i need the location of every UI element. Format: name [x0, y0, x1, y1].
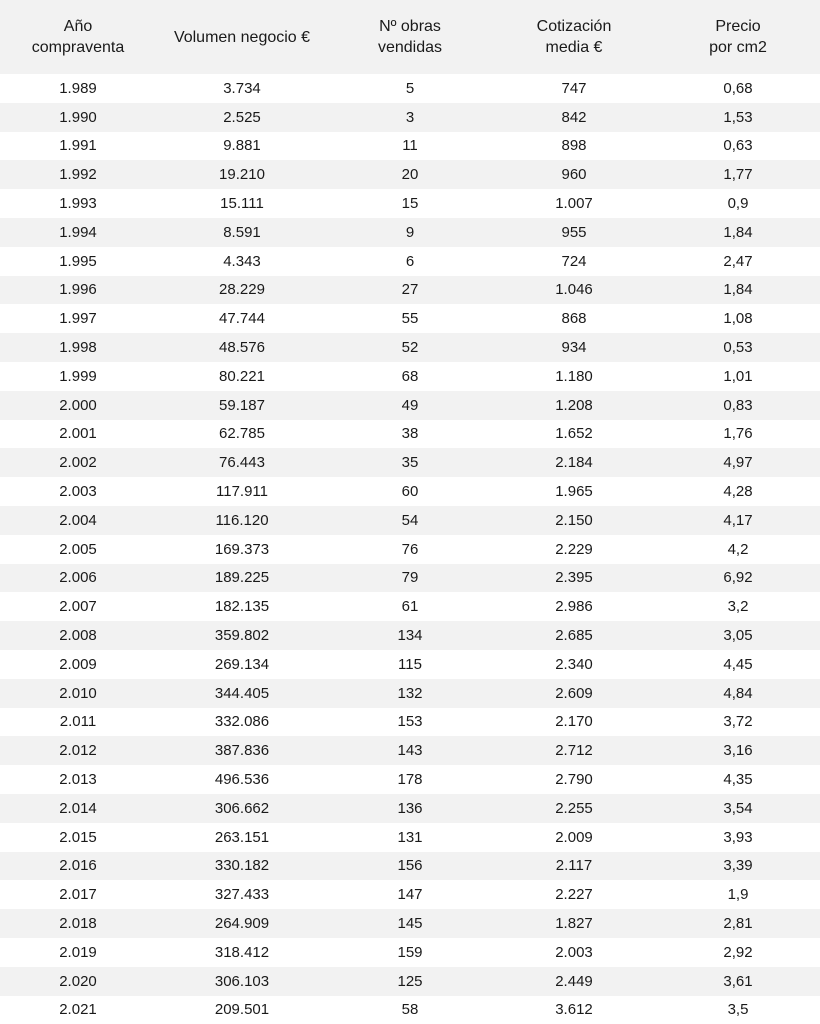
avg-price-cell: 2.609: [492, 679, 656, 708]
year-cell: 1.999: [59, 367, 97, 385]
volume-cell: 264.909: [156, 909, 328, 938]
volume-cell: 2.525: [156, 103, 328, 132]
avg-price-cell: 955: [492, 218, 656, 247]
price-cm2-cell: 3,72: [723, 713, 753, 731]
table-row: [0, 621, 820, 650]
works-cell: 79: [328, 564, 492, 593]
avg-price-cell: 724: [561, 252, 587, 270]
works-cell: 11: [402, 137, 418, 155]
avg-price-cell: 2.003: [555, 943, 593, 961]
year-cell: 2.018: [0, 909, 156, 938]
table-row: [0, 765, 820, 794]
avg-price-cell: 1.827: [492, 909, 656, 938]
table-row: [0, 592, 820, 621]
works-cell: 153: [397, 713, 423, 731]
volume-cell: 9.881: [223, 137, 261, 155]
avg-price-cell: 868: [561, 310, 587, 328]
works-cell: 143: [328, 736, 492, 765]
volume-cell: 48.576: [156, 333, 328, 362]
price-cm2-cell: 6,92: [656, 564, 820, 593]
avg-price-cell: 2.340: [555, 655, 593, 673]
header-row: [0, 0, 820, 74]
works-cell: 58: [401, 1001, 419, 1019]
avg-price-cell: 2.229: [555, 540, 593, 558]
price-cm2-cell: 3,05: [656, 621, 820, 650]
year-cell: 1.991: [59, 137, 97, 155]
price-cm2-cell: 4,35: [723, 771, 753, 789]
year-cell: 1.990: [0, 103, 156, 132]
volume-cell: 318.412: [214, 943, 270, 961]
year-cell: 1.995: [59, 252, 97, 270]
price-cm2-cell: 1,84: [656, 218, 820, 247]
price-cm2-cell: 1,53: [656, 103, 820, 132]
table-row: [0, 823, 820, 852]
volume-cell: 306.103: [156, 967, 328, 996]
volume-cell: 19.210: [156, 160, 328, 189]
year-cell: 1.993: [59, 195, 97, 213]
header-avg-price: [492, 0, 656, 74]
header-works-sold: [328, 0, 492, 74]
price-cm2-cell: 1,01: [723, 367, 753, 385]
header-avg-line2: media €: [545, 39, 603, 56]
table-row: [0, 650, 820, 679]
table-row: [0, 736, 820, 765]
year-cell: 1.992: [0, 160, 156, 189]
price-cm2-cell: 2,81: [656, 909, 820, 938]
table-row: [0, 160, 820, 189]
table-row: [0, 448, 820, 477]
table-row: [0, 189, 820, 218]
avg-price-cell: 1.007: [555, 195, 593, 213]
table-row: [0, 74, 820, 103]
volume-cell: 344.405: [156, 679, 328, 708]
year-cell: 1.998: [0, 333, 156, 362]
price-cm2-cell: 4,2: [727, 540, 749, 558]
avg-price-cell: 2.790: [555, 771, 593, 789]
works-cell: 55: [401, 310, 419, 328]
year-cell: 2.020: [0, 967, 156, 996]
avg-price-cell: 2.449: [492, 967, 656, 996]
volume-cell: 387.836: [156, 736, 328, 765]
year-cell: 2.008: [0, 621, 156, 650]
avg-price-cell: 2.009: [555, 828, 593, 846]
volume-cell: 332.086: [214, 713, 270, 731]
volume-cell: 28.229: [156, 276, 328, 305]
table-row: [0, 967, 820, 996]
price-cm2-cell: 1,08: [723, 310, 753, 328]
header-year-line1: Año: [63, 18, 93, 35]
table-row: [0, 132, 820, 161]
header-avg-line1: Cotización: [536, 18, 612, 35]
year-cell: 2.021: [59, 1001, 97, 1019]
volume-cell: 209.501: [214, 1001, 270, 1019]
avg-price-cell: 1.046: [492, 276, 656, 305]
volume-cell: 80.221: [219, 367, 265, 385]
avg-price-cell: 2.184: [492, 448, 656, 477]
works-cell: 27: [328, 276, 492, 305]
table-row: [0, 218, 820, 247]
header-cm2-line1: Precio: [715, 18, 761, 35]
works-cell: 38: [401, 425, 419, 443]
header-price-cm2: [656, 0, 820, 74]
avg-price-cell: 2.255: [492, 794, 656, 823]
volume-cell: 269.134: [214, 655, 270, 673]
price-cm2-cell: 3,16: [656, 736, 820, 765]
price-cm2-cell: 2,47: [723, 252, 753, 270]
avg-price-cell: 898: [561, 137, 587, 155]
header-year-line2: compraventa: [31, 39, 125, 56]
volume-cell: 306.662: [156, 794, 328, 823]
works-cell: 9: [328, 218, 492, 247]
works-cell: 52: [328, 333, 492, 362]
price-cm2-cell: 3,5: [727, 1001, 749, 1019]
works-cell: 147: [397, 886, 423, 904]
year-cell: 2.004: [0, 506, 156, 535]
table-row: [0, 996, 820, 1024]
works-cell: 156: [328, 852, 492, 881]
avg-price-cell: 1.180: [555, 367, 593, 385]
table-row: [0, 103, 820, 132]
price-cm2-cell: 4,97: [656, 448, 820, 477]
price-cm2-cell: 1,84: [656, 276, 820, 305]
year-cell: 2.005: [59, 540, 97, 558]
header-works-line2: vendidas: [377, 39, 443, 56]
table-row: [0, 909, 820, 938]
table-row: [0, 880, 820, 909]
volume-cell: 59.187: [156, 391, 328, 420]
price-cm2-cell: 0,68: [723, 79, 753, 97]
avg-price-cell: 1.652: [555, 425, 593, 443]
table-row: [0, 938, 820, 967]
volume-cell: 4.343: [223, 252, 261, 270]
volume-cell: 76.443: [156, 448, 328, 477]
avg-price-cell: 960: [492, 160, 656, 189]
table-row: [0, 247, 820, 276]
table-row: [0, 535, 820, 564]
price-cm2-cell: 1,77: [656, 160, 820, 189]
table-header: [0, 0, 820, 74]
works-cell: 159: [397, 943, 423, 961]
volume-cell: 189.225: [156, 564, 328, 593]
volume-cell: 8.591: [156, 218, 328, 247]
price-cm2-cell: 0,53: [656, 333, 820, 362]
year-cell: 2.015: [59, 828, 97, 846]
year-cell: 2.012: [0, 736, 156, 765]
table-row: [0, 679, 820, 708]
works-cell: 6: [405, 252, 415, 270]
works-cell: 54: [328, 506, 492, 535]
year-cell: 2.019: [59, 943, 97, 961]
avg-price-cell: 842: [492, 103, 656, 132]
table-row: [0, 391, 820, 420]
works-cell: 76: [401, 540, 419, 558]
avg-price-cell: 2.685: [492, 621, 656, 650]
avg-price-cell: 2.117: [492, 852, 656, 881]
header-volume: [156, 0, 328, 74]
price-cm2-cell: 4,17: [656, 506, 820, 535]
volume-cell: 3.734: [223, 79, 261, 97]
works-cell: 125: [328, 967, 492, 996]
avg-price-cell: 2.986: [555, 598, 593, 616]
works-cell: 3: [328, 103, 492, 132]
price-cm2-cell: 3,61: [656, 967, 820, 996]
year-cell: 1.989: [59, 79, 97, 97]
works-cell: 61: [401, 598, 419, 616]
header-works-line1: Nº obras: [379, 18, 441, 35]
avg-price-cell: 2.170: [555, 713, 593, 731]
volume-cell: 169.373: [214, 540, 270, 558]
works-cell: 131: [397, 828, 423, 846]
year-cell: 2.014: [0, 794, 156, 823]
price-cm2-cell: 3,54: [656, 794, 820, 823]
year-cell: 2.016: [0, 852, 156, 881]
price-cm2-cell: 3,39: [656, 852, 820, 881]
avg-price-cell: 747: [561, 79, 587, 97]
price-cm2-cell: 0,83: [656, 391, 820, 420]
price-cm2-cell: 4,84: [656, 679, 820, 708]
volume-cell: 327.433: [214, 886, 270, 904]
price-cm2-cell: 2,92: [723, 943, 753, 961]
works-cell: 134: [328, 621, 492, 650]
table-row: [0, 333, 820, 362]
works-cell: 35: [328, 448, 492, 477]
table-body: [0, 74, 820, 1024]
year-cell: 2.003: [59, 483, 97, 501]
volume-cell: 359.802: [156, 621, 328, 650]
table-row: [0, 362, 820, 391]
year-cell: 2.006: [0, 564, 156, 593]
price-cm2-cell: 4,28: [723, 483, 753, 501]
works-cell: 49: [328, 391, 492, 420]
year-cell: 2.000: [0, 391, 156, 420]
price-cm2-cell: 3,2: [727, 598, 749, 616]
price-cm2-cell: 0,9: [727, 195, 749, 213]
works-cell: 136: [328, 794, 492, 823]
avg-price-cell: 934: [492, 333, 656, 362]
volume-cell: 47.744: [219, 310, 265, 328]
table-row: [0, 564, 820, 593]
avg-price-cell: 3.612: [555, 1001, 593, 1019]
works-cell: 115: [398, 655, 422, 673]
table-row: [0, 506, 820, 535]
volume-cell: 496.536: [214, 771, 270, 789]
header-year: [0, 0, 156, 74]
price-cm2-cell: 1,9: [727, 886, 749, 904]
year-cell: 2.017: [59, 886, 97, 904]
avg-price-cell: 2.150: [492, 506, 656, 535]
avg-price-cell: 2.227: [555, 886, 593, 904]
volume-cell: 263.151: [214, 828, 270, 846]
year-cell: 1.997: [59, 310, 97, 328]
header-volume-line1: Volumen negocio €: [173, 28, 311, 46]
year-cell: 2.007: [59, 598, 97, 616]
volume-cell: 182.135: [214, 598, 270, 616]
avg-price-cell: 1.965: [555, 483, 593, 501]
table-row: [0, 794, 820, 823]
works-cell: 5: [405, 79, 415, 97]
header-cm2-line2: por cm2: [709, 39, 767, 56]
year-cell: 2.001: [59, 425, 97, 443]
year-cell: 2.010: [0, 679, 156, 708]
year-cell: 2.011: [59, 713, 97, 731]
volume-cell: 116.120: [156, 506, 328, 535]
table-row: [0, 477, 820, 506]
works-cell: 178: [397, 771, 423, 789]
year-cell: 2.009: [59, 655, 97, 673]
table-row: [0, 708, 820, 737]
year-cell: 2.013: [59, 771, 97, 789]
price-cm2-cell: 3,93: [723, 828, 753, 846]
table-row: [0, 304, 820, 333]
year-cell: 2.002: [0, 448, 156, 477]
avg-price-cell: 2.712: [492, 736, 656, 765]
volume-cell: 62.785: [219, 425, 265, 443]
avg-price-cell: 1.208: [492, 391, 656, 420]
avg-price-cell: 2.395: [492, 564, 656, 593]
price-cm2-cell: 4,45: [723, 655, 753, 673]
price-cm2-cell: 1,76: [723, 425, 753, 443]
works-cell: 132: [328, 679, 492, 708]
year-cell: 1.994: [0, 218, 156, 247]
works-cell: 145: [328, 909, 492, 938]
volume-cell: 15.111: [220, 195, 264, 213]
works-cell: 15: [401, 195, 419, 213]
table-row: [0, 276, 820, 305]
works-cell: 20: [328, 160, 492, 189]
volume-cell: 117.911: [216, 483, 268, 501]
works-cell: 60: [401, 483, 419, 501]
table-row: [0, 420, 820, 449]
year-cell: 1.996: [0, 276, 156, 305]
volume-cell: 330.182: [156, 852, 328, 881]
works-cell: 68: [401, 367, 419, 385]
table-row: [0, 852, 820, 881]
price-cm2-cell: 0,63: [723, 137, 753, 155]
